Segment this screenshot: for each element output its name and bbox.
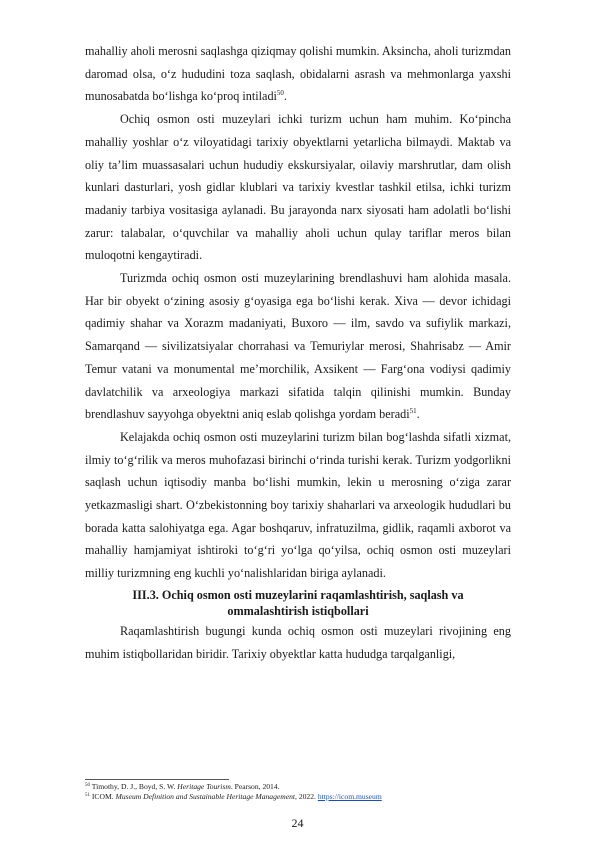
footnote-divider [85, 779, 229, 780]
footnote-50 [85, 782, 511, 792]
footnote-number: 51 [85, 793, 90, 798]
footnote-text: ICOM. [91, 792, 116, 801]
footnotes [85, 779, 511, 802]
footnote-number: 50 [85, 783, 90, 788]
footnote-link[interactable]: https://icom.museum [317, 792, 382, 801]
footnote-51 [85, 792, 511, 802]
footnote-ref-51[interactable]: 51 [409, 407, 417, 416]
page-number: 24 [291, 816, 304, 830]
paragraph-3-end: . [416, 407, 420, 422]
footnote-text: , 2022. [295, 792, 318, 801]
paragraph-1-end: . [283, 89, 287, 104]
footnote-title: Museum Definition and Sustainable Heritage Management [115, 792, 296, 801]
paragraph-3 [85, 267, 511, 426]
paragraph-1 [85, 40, 511, 108]
section-heading: III.3. Ochiq osmon osti muzeylarini raqamlashtirish, saqlash va ommalashtirish istiqbollari [132, 587, 464, 619]
page-body [85, 40, 511, 665]
paragraph-2: Ochiq osmon osti muzeylari ichki turizm uchun ham muhim. Ko‘pincha mahalliy yoshlar o‘z viloyatidagi tarixiy obyektlarni yetarlicha bilmaydi. Maktab va oliy ta’lim muassasalari uchun hududiy ekskursiyalar, oilaviy marshrutlar, dam olish kunlari dasturlari, yosh gidlar klublari va tarixiy kvestlar tashkil etilsa, ichki turizm madaniy tarbiya vositasiga aylanadi. Bu jarayonda narx siyosati ham adolatli bo‘lishi zarur: talabalar, o‘quvchilar va mahalliy aholi uchun qulay tariflar meros bilan muloqotni kengaytiradi. [85, 112, 511, 263]
paragraph-1-text: mahalliy aholi merosni saqlashga qiziqmay qolishi mumkin. Aksincha, aholi turizmdan daromad olsa, o‘z hududini toza saqlash, obidalarni asrash va mehmonlarga yaxshi munosabatda bo‘lishga ko‘proq intiladi [85, 44, 511, 104]
footnote-text: Timothy, D. J., Boyd, S. W. [91, 782, 178, 791]
paragraph-5: Raqamlashtirish bugungi kunda ochiq osmon osti muzeylari rivojining eng muhim istiqbollaridan biridir. Tarixiy obyektlar katta hududga tarqalganligi, [85, 623, 511, 661]
footnote-title: Heritage Tourism [177, 782, 231, 791]
paragraph-4: Kelajakda ochiq osmon osti muzeylarini turizm bilan bog‘lashda sifatli xizmat, ilmiy to‘g‘rilik va meros muhofazasi birinchi o‘rinda turishi kerak. Turizm yodgorlikni saqlash uchun iqtisodiy manba bo‘lishi mumkin, lekin u merosning o‘ziga zarar yetkazmasligi shart. O‘zbekistonning boy tarixiy shaharlari va arxeologik hududlari bu borada katta salohiyatga ega. Agar boshqaruv, infratuzilma, gidlik, raqamli axborot va mahalliy hamjamiyat ishtiroki to‘g‘ri yo‘lga qo‘yilsa, ochiq osmon osti muzeylari milliy turizmning eng kuchli yo‘nalishlaridan biriga aylanadi. [85, 429, 511, 581]
paragraph-3-text: Turizmda ochiq osmon osti muzeylarining brendlashuvi ham alohida masala. Har bir obyekt o‘zining asosiy g‘oyasiga ega bo‘lishi kerak. Xiva — devor ichidagi qadimiy shahar va Xorazm madaniyati, Buxoro — ilm, savdo va sufiylik markazi, Samarqand — sivilizatsiyalar chorrahasi va Temuriylar merosi, Shahrisabz — Amir Temur vatani va monumental me’morchilik, Axsikent — Farg‘ona vodiysi qadimiy davlatchilik va arxeologiya markazi sifatida talqin qilinishi mumkin. Bunday brendlashuv sayyohga obyektni aniq eslab qolishga yordam beradi [85, 271, 511, 422]
footnote-ref-50[interactable]: 50 [276, 89, 284, 98]
footnote-text: . Pearson, 2014. [230, 782, 280, 791]
